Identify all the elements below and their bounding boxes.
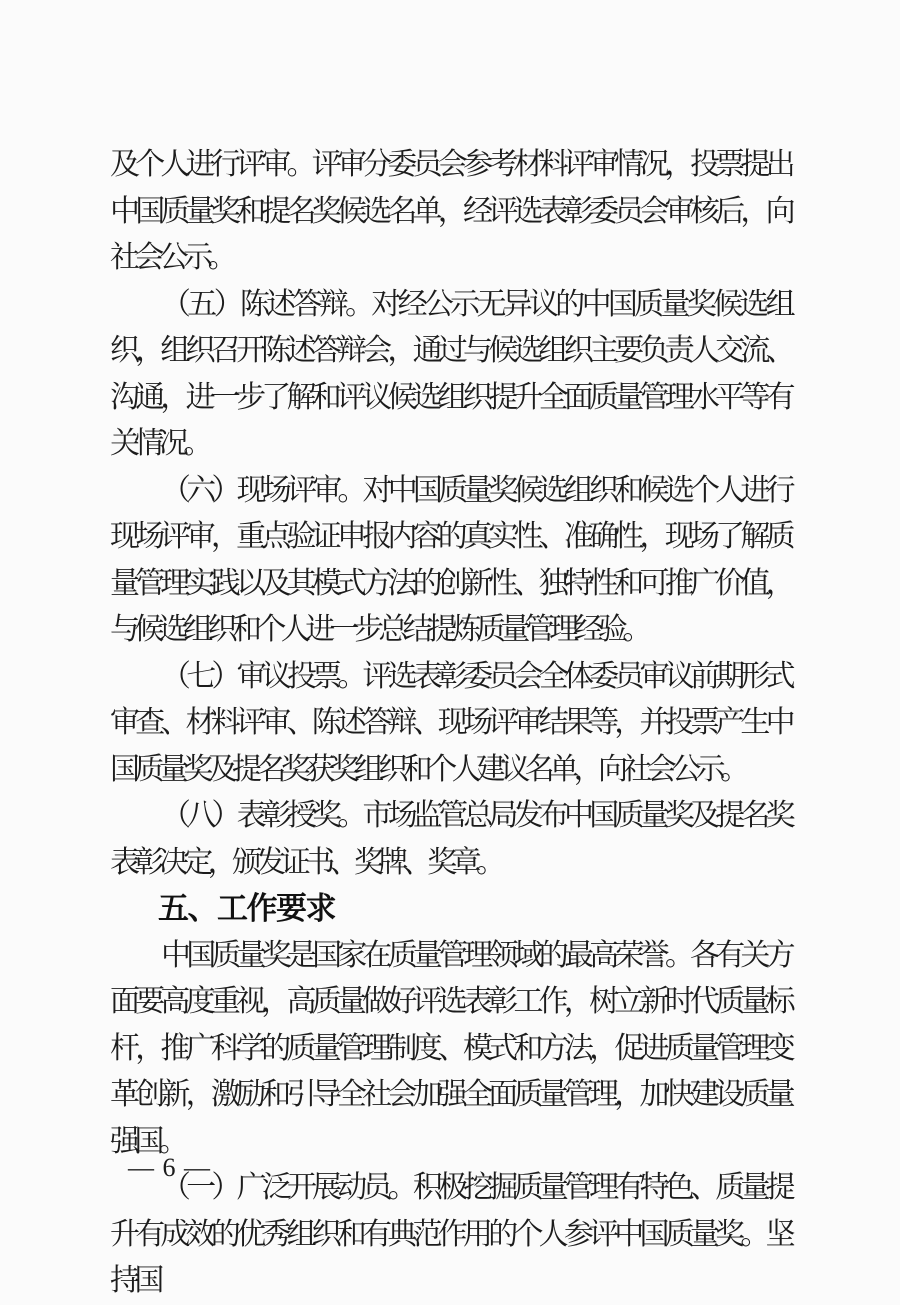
paragraph-label: （七）审议投票。	[161, 659, 363, 693]
paragraph: （八）表彰授奖。市场监管总局发布中国质量奖及提名奖表彰决定，颁发证书、奖牌、奖章。	[110, 799, 790, 879]
document-body	[110, 142, 790, 1305]
paragraph: （六）现场评审。对中国质量奖候选组织和候选个人进行现场评审，重点验证申报内容的真实性、准确性，现场了解质量管理实践以及其模式方法的创新性、独特性和可推广价值，与候选组织和个人进一步总结提炼质量管理经验。	[110, 473, 790, 646]
paragraph: （一）广泛开展动员。积极挖掘质量管理有特色、质量提升有成效的优秀组织和有典范作用的个人参评中国质量奖。坚持国	[110, 1171, 791, 1297]
section-heading: 五、工作要求	[158, 891, 335, 926]
paragraph-label: （六）现场评审。	[161, 473, 363, 507]
paragraph: （七）审议投票。评选表彰委员会全体委员审议前期形式审查、材料评审、陈述答辩、现场评审结果等，并投票产生中国质量奖及提名奖获奖组织和个人建议名单，向社会公示。	[110, 659, 790, 786]
paragraph: 及个人进行评审。评审分委员会参考材料评审情况，投票提出中国质量奖和提名奖候选名单，经评选表彰委员会审核后，向社会公示。	[110, 148, 790, 274]
paragraph: （五）陈述答辩。对经公示无异议的中国质量奖候选组织，组织召开陈述答辩会，通过与候选组织主要负责人交流、沟通，进一步了解和评议候选组织提升全面质量管理水平等有关情况。	[110, 287, 790, 460]
paragraph: 中国质量奖是国家在质量管理领域的最高荣誉。各有关方面要高度重视，高质量做好评选表彰工作，树立新时代质量标杆，推广科学的质量管理制度、模式和方法，促进质量管理变革创新，激励和引导全社会加强全面质量管理，加快建设质量强国。	[110, 938, 790, 1158]
page-number: — 6 —	[128, 1153, 211, 1182]
paragraph-label: （一）广泛开展动员。	[161, 1171, 413, 1204]
paragraph-label: （八）表彰授奖。	[161, 799, 363, 832]
paragraph-label: （五）陈述答辩。	[161, 287, 372, 321]
